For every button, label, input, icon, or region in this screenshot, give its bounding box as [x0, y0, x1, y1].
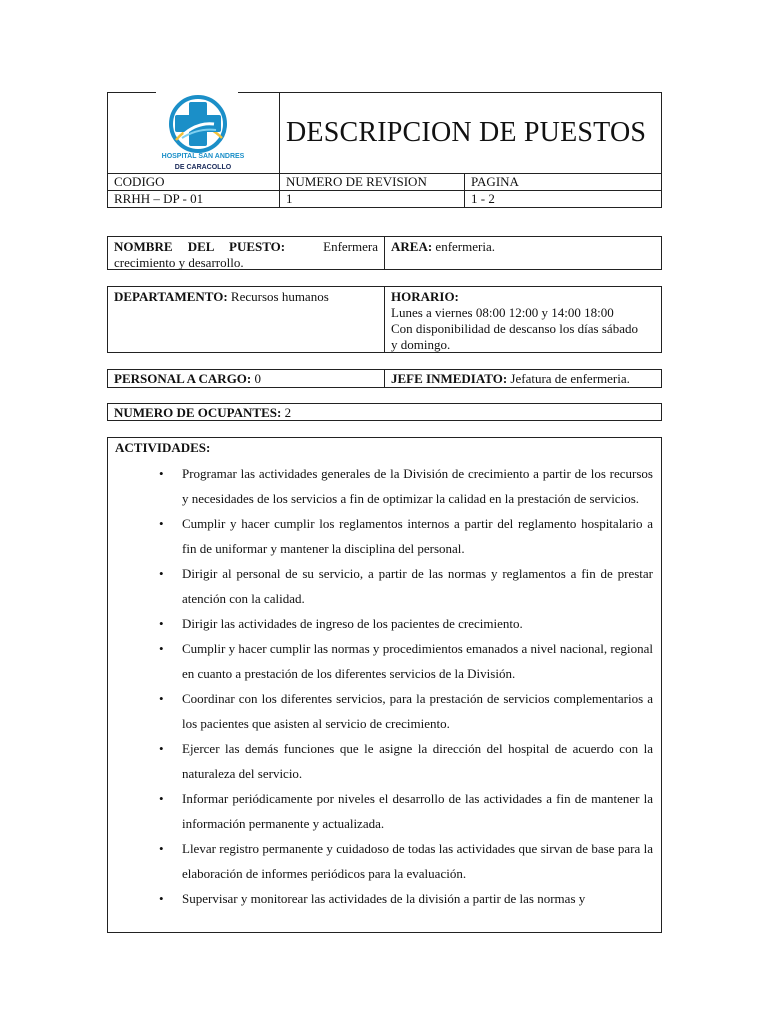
- departamento-box: [107, 286, 662, 353]
- header-value-pagina: 1 - 2: [465, 191, 662, 208]
- bullet-icon: •: [159, 841, 164, 856]
- departamento-value: Recursos humanos: [230, 289, 329, 304]
- ocupantes-value: 2: [284, 405, 292, 420]
- header-value-revision: 1: [280, 191, 465, 208]
- puesto-label: NOMBRE DEL PUESTO:: [114, 239, 286, 254]
- bullet-icon: •: [159, 566, 164, 581]
- header-value-codigo: RRHH – DP - 01: [108, 191, 280, 208]
- puesto-cell: [108, 237, 384, 269]
- actividad-text: Programar las actividades generales de la División de crecimiento a partir de los recursos y necesidades de los servicios a fin de optimizar la calidad en la prestación de servicios.: [182, 466, 653, 506]
- actividad-item: [108, 886, 661, 911]
- header-col-codigo: CODIGO: [108, 174, 280, 191]
- actividad-item: [108, 461, 661, 511]
- logo-name-line2: DE CARACOLLO: [174, 164, 232, 171]
- ocupantes-label: NUMERO DE OCUPANTES:: [114, 405, 282, 420]
- actividad-item: [108, 686, 661, 736]
- actividad-item: [108, 736, 661, 786]
- jefe-label: JEFE INMEDIATO:: [391, 371, 508, 386]
- horario-line3: y domingo.: [391, 337, 451, 352]
- puesto-box: [107, 236, 662, 270]
- bullet-icon: •: [159, 791, 164, 806]
- area-value: enfermeria.: [435, 239, 495, 254]
- actividad-item: [108, 561, 661, 611]
- actividad-item: [108, 511, 661, 561]
- bullet-icon: •: [159, 516, 164, 531]
- actividad-text: Dirigir al personal de su servicio, a partir de las normas y reglamentos a fin de prestar atención con la calidad.: [182, 566, 653, 606]
- jefe-value: Jefatura de enfermeria.: [510, 371, 630, 386]
- horario-cell: [385, 287, 661, 352]
- ocupantes-cell: [108, 404, 661, 420]
- personal-box: [107, 369, 662, 388]
- actividad-text: Cumplir y hacer cumplir los reglamentos internos a partir del reglamento hospitalario a fin de uniformar y mantener la disciplina del personal.: [182, 516, 653, 556]
- logo-cell: [108, 93, 280, 174]
- departamento-cell: [108, 287, 384, 352]
- actividades-title: ACTIVIDADES:: [115, 440, 211, 455]
- bullet-icon: •: [159, 691, 164, 706]
- actividad-item: [108, 836, 661, 886]
- actividad-text: Llevar registro permanente y cuidadoso de todas las actividades que sirvan de base para la elaboración de informes periódicos para la evaluación.: [182, 841, 653, 881]
- logo-name-line1: HOSPITAL SAN ANDRES: [161, 153, 245, 160]
- bullet-icon: •: [159, 891, 164, 906]
- actividad-text: Cumplir y hacer cumplir las normas y procedimientos emanados a nivel nacional, regional en cuanto a prestación de los diferentes servicios de la División.: [182, 641, 653, 681]
- horario-line2: Con disponibilidad de descanso los días sábado: [391, 321, 638, 336]
- actividades-box: [107, 437, 662, 933]
- puesto-value-line1: Enfermera: [323, 239, 378, 254]
- bullet-icon: •: [159, 616, 164, 631]
- puesto-value-line2: crecimiento y desarrollo.: [114, 255, 244, 270]
- actividad-text: Dirigir las actividades de ingreso de los pacientes de crecimiento.: [182, 616, 523, 631]
- medical-cross-icon: [158, 94, 238, 154]
- horario-label: HORARIO:: [391, 289, 459, 304]
- actividad-item: [108, 636, 661, 686]
- actividad-item: [108, 786, 661, 836]
- departamento-label: DEPARTAMENTO:: [114, 289, 228, 304]
- bullet-icon: •: [159, 466, 164, 481]
- header-col-pagina: PAGINA: [465, 174, 662, 191]
- actividad-text: Informar periódicamente por niveles el desarrollo de las actividades a fin de mantener la información permanente y actualizada.: [182, 791, 653, 831]
- bullet-icon: •: [159, 641, 164, 656]
- document-title: DESCRIPCION DE PUESTOS: [280, 93, 662, 174]
- bullet-icon: •: [159, 741, 164, 756]
- actividad-text: Supervisar y monitorear las actividades de la división a partir de las normas y: [182, 891, 586, 906]
- header-col-revision: NUMERO DE REVISION: [280, 174, 465, 191]
- area-label: AREA:: [391, 239, 433, 254]
- personal-value: 0: [254, 371, 261, 386]
- personal-label: PERSONAL A CARGO:: [114, 371, 252, 386]
- actividades-list: [108, 461, 661, 911]
- header-table: [107, 92, 662, 208]
- actividad-item: [108, 611, 661, 636]
- actividad-text: Coordinar con los diferentes servicios, para la prestación de servicios complementarios a los pacientes que asisten al servicio de crecimiento.: [182, 691, 653, 731]
- jefe-cell: [385, 370, 661, 387]
- area-cell: [385, 237, 661, 269]
- actividad-text: Ejercer las demás funciones que le asigne la dirección del hospital de acuerdo con la naturaleza del servicio.: [182, 741, 653, 781]
- ocupantes-box: [107, 403, 662, 421]
- horario-line1: Lunes a viernes 08:00 12:00 y 14:00 18:00: [391, 305, 614, 320]
- personal-cell: [108, 370, 384, 387]
